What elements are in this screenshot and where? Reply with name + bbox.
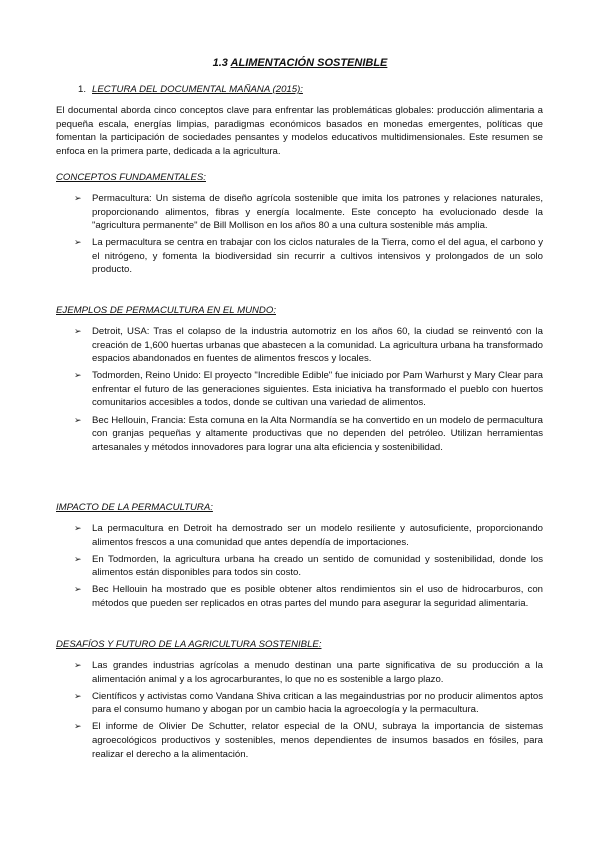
arrow-bullet-icon: ➢: [74, 584, 82, 595]
list-item: ➢ Detroit, USA: Tras el colapso de la industria automotriz en los años 60, la ciudad se reinventó con la creación de 1,600 huertas urbanas que abastecen a la comunidad. La agricultura urbana ha transformado espacios abandonados en fuentes de alimentos frescos y locales.: [74, 326, 543, 365]
list-item: ➢ La permacultura se centra en trabajar con los ciclos naturales de la Tierra, como el del agua, el carbono y el nitrógeno, y fomenta la biodiversidad sin recurrir a cultivos intensivos y prolongados de un solo producto.: [74, 237, 543, 276]
intro-paragraph: El documental aborda cinco conceptos clave para enfrentar las problemáticas globales: producción alimentaria a pequeña escala, energías limpias, paradigmas económicos basados en monedas emergentes, políticas que fomentan la participación de sociedades pensantes y modelos educativos multidimensionales. Este resumen se enfoca en la primera parte, dedicada a la agricultura.: [56, 105, 543, 157]
section-title: LECTURA DEL DOCUMENTAL MAÑANA (2015):: [92, 84, 303, 95]
list-impacto: [56, 522, 543, 614]
arrow-bullet-icon: ➢: [74, 414, 82, 425]
heading-conceptos: CONCEPTOS FUNDAMENTALES:: [56, 172, 206, 183]
title-number: 1.3: [212, 57, 231, 69]
heading-impacto: IMPACTO DE LA PERMACULTURA:: [56, 502, 213, 513]
list-item: ➢ Las grandes industrias agrícolas a menudo destinan una parte significativa de su producción a la alimentación animal y a los agrocarburantes, lo que no es sostenible a largo plazo.: [74, 660, 543, 685]
section-heading-documental: [78, 83, 303, 97]
heading-desafios: DESAFÍOS Y FUTURO DE LA AGRICULTURA SOSTENIBLE:: [56, 639, 322, 650]
arrow-bullet-icon: ➢: [74, 326, 82, 336]
list-conceptos: [56, 192, 543, 281]
list-item: ➢ Bec Hellouin, Francia: Esta comuna en la Alta Normandía se ha convertido en un modelo de permacultura con granjas pequeñas y altamente productivas que no dependen del petróleo. Utilizan herramientas artesanales y métodos innovadores para lograr una alta eficiencia y sostenibilidad.: [74, 414, 543, 453]
arrow-bullet-icon: ➢: [74, 193, 82, 203]
list-item: ➢ Bec Hellouin ha mostrado que es posible obtener altos rendimientos sin el uso de hidrocarburos, con métodos que pueden ser replicados en otras partes del mundo para asegurar la seguridad alimentaria.: [74, 584, 543, 609]
heading-ejemplos: EJEMPLOS DE PERMACULTURA EN EL MUNDO:: [56, 305, 276, 316]
section-number: 1.: [78, 84, 87, 95]
arrow-bullet-icon: ➢: [74, 370, 82, 381]
list-ejemplos: [56, 325, 543, 458]
title-text: ALIMENTACIÓN SOSTENIBLE: [230, 57, 388, 69]
arrow-bullet-icon: ➢: [74, 523, 82, 533]
list-item: ➢ El informe de Olivier De Schutter, relator especial de la ONU, subraya la importancia de sistemas agroecológicos productivos y sostenibles, menos dependientes de insumos basados en fósiles, para realizar el derecho a la alimentación.: [74, 721, 543, 760]
arrow-bullet-icon: ➢: [74, 660, 82, 670]
list-item: ➢ La permacultura en Detroit ha demostrado ser un modelo resiliente y autosuficiente, proporcionando alimentos frescos a una comunidad que antes dependía de importaciones.: [74, 523, 543, 548]
arrow-bullet-icon: ➢: [74, 237, 82, 248]
arrow-bullet-icon: ➢: [74, 553, 82, 564]
list-desafios: [56, 659, 543, 765]
page-title: [0, 56, 600, 70]
list-item: ➢ En Todmorden, la agricultura urbana ha creado un sentido de comunidad y sostenibilidad, donde los alimentos están disponibles para todos sin costo.: [74, 553, 543, 579]
list-item: ➢ Todmorden, Reino Unido: El proyecto "Incredible Edible" fue iniciado por Pam Warhurst y Mary Clear para enfrentar el futuro de las generaciones siguientes. Esta iniciativa ha transformado el pueblo con huertos comunitarios accesibles a todos, donde se cultivan una variedad de alimentos.: [74, 370, 543, 409]
arrow-bullet-icon: ➢: [74, 690, 82, 701]
list-item: ➢ Científicos y activistas como Vandana Shiva critican a las megaindustrias por no producir alimentos aptos para el consumo humano y abogan por un cambio hacia la agroecología y la permacultura.: [74, 690, 543, 716]
list-item: ➢ Permacultura: Un sistema de diseño agrícola sostenible que imita los patrones y relaciones naturales, proporcionando alimentos, fibras y energía localmente. Este concepto ha evolucionado desde la "agricultura permanente" de Bill Mollison en los años 80 a una cultura sostenible más amplia.: [74, 193, 543, 232]
arrow-bullet-icon: ➢: [74, 721, 82, 732]
